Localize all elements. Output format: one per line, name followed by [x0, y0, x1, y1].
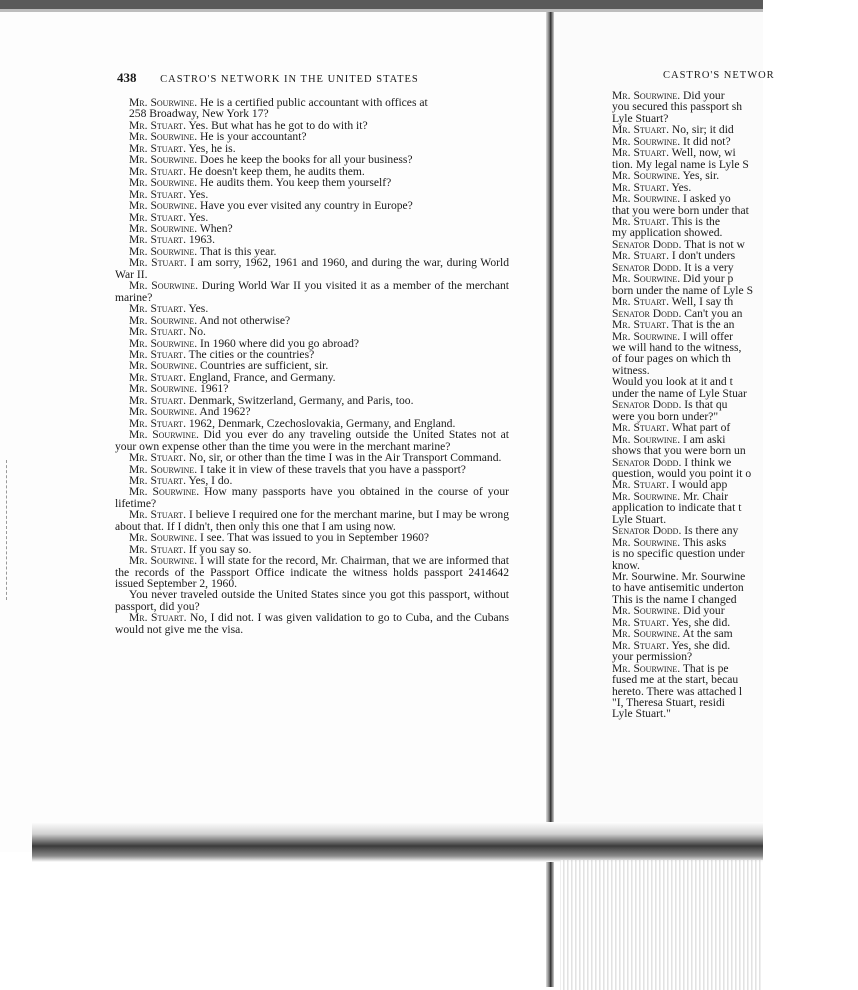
paragraph-text: I believe I required one for the merchant marine, but I may be wrong about that. If I didn't, then only this one that I am using now. [115, 508, 509, 533]
right-page-text [598, 90, 858, 720]
speaker-name: Mr. Stuart. [129, 210, 186, 224]
speaker-name: Mr. Sourwine. [612, 272, 681, 286]
paragraph-text: During World War II you visited it as a member of the merchant marine? [115, 279, 509, 304]
paragraph-text: That is not w [681, 237, 745, 251]
paragraph-text: I asked yo [680, 192, 731, 206]
speaker-name: Mr. Stuart. [129, 416, 186, 430]
paragraph-text: Did you ever do any traveling outside the United States not at your own expense other than the time you were in the merchant marine? [115, 428, 509, 453]
speaker-name: Mr. Stuart. [129, 508, 187, 522]
paragraph-text: At the sam [680, 627, 733, 641]
speaker-name: Mr. Stuart. [129, 370, 186, 384]
paragraph-text: No. [185, 325, 206, 339]
paragraph-text: "I, Theresa Stuart, residi [612, 696, 726, 710]
paragraph-text: Can't you an [681, 306, 743, 320]
paragraph-text: to have antisemitic underton [612, 581, 744, 595]
speaker-name: Mr. Sourwine. [129, 554, 198, 568]
speaker-name: Mr. Stuart. [612, 615, 669, 629]
speaker-name: Mr. Sourwine. [129, 382, 198, 396]
paragraph-text: that you were born under that [612, 203, 749, 217]
paragraph-text: This asks [680, 535, 727, 549]
paragraph-text: Yes, I do. [185, 473, 233, 487]
paragraph-text: 258 Broadway, New York 17? [129, 107, 269, 121]
speaker-name: Mr. Sourwine. [612, 169, 681, 183]
speaker-name: Mr. Stuart. [129, 302, 186, 316]
speaker-name: Mr. Sourwine. [129, 96, 198, 109]
paragraph-text: Lyle Stuart. [612, 512, 667, 526]
right-running-head [663, 70, 775, 81]
paragraph-text: I will state for the record, Mr. Chairman, that we are informed that the records of the Passport Office indicate the witness holds passport 2414642 issued September 2, 1960. [115, 554, 509, 591]
paragraph-text: He audits them. You keep them yourself? [197, 176, 392, 190]
paragraph-text: Did your [680, 89, 725, 102]
paragraph-text: you secured this passport sh [612, 100, 743, 114]
paragraph-text: If you say so. [185, 542, 252, 556]
paragraph-text: 1962, Denmark, Czechoslovakia, Germany, and England. [185, 416, 456, 430]
paragraph-text: of four pages on which th [612, 352, 731, 366]
paragraph-text: shows that you were born un [612, 444, 746, 458]
speaker-name: Mr. Stuart. [129, 611, 187, 625]
paragraph-text: Yes. [185, 187, 209, 201]
speaker-name: Senator Dodd. [612, 237, 682, 251]
paragraph-text: witness. [612, 363, 650, 377]
paragraph-text: your permission? [612, 650, 693, 664]
paragraph-text: Mr. Sourwine. Mr. Sourwine [612, 570, 746, 584]
paragraph-text: Yes. [185, 210, 209, 224]
paragraph-text: were you born under?" [612, 409, 719, 423]
paragraph-text: Mr. Chair [680, 489, 729, 503]
speaker-name: Mr. Stuart. [612, 421, 669, 435]
speaker-name: Mr. Stuart. [612, 249, 669, 263]
speaker-name: Mr. Stuart. [612, 146, 669, 160]
speaker-name: Mr. Sourwine. [129, 531, 198, 545]
transcript-paragraph [115, 280, 509, 303]
paragraph-text: Well, now, wi [668, 146, 736, 160]
speaker-name: Senator Dodd. [612, 398, 682, 412]
paragraph-text: I will offer [680, 329, 734, 343]
speaker-name: Mr. Stuart. [129, 393, 186, 407]
paragraph-text: It did not? [680, 134, 731, 148]
paragraph-text: I would app [668, 478, 728, 492]
paragraph-text: Well, I say th [668, 295, 734, 309]
speaker-name: Mr. Sourwine. [612, 329, 681, 343]
paragraph-text: I think we [681, 455, 732, 469]
speaker-name: Senator Dodd. [612, 455, 682, 469]
paragraph-text: Yes, she did. [668, 638, 731, 652]
speaker-name: Senator Dodd. [612, 260, 682, 274]
paragraph-text: Yes. [668, 180, 692, 194]
paragraph-text: is no specific question under [612, 547, 745, 561]
paragraph-text: Denmark, Switzerland, Germany, and Paris, too. [185, 393, 414, 407]
speaker-name: Mr. Sourwine. [129, 176, 198, 190]
paragraph-text: This is the name I changed [612, 592, 737, 606]
speaker-name: Mr. Stuart. [612, 478, 669, 492]
transcript-paragraph [115, 509, 509, 532]
speaker-name: Mr. Sourwine. [612, 192, 681, 206]
paragraph-text: Countries are sufficient, sir. [197, 359, 329, 373]
speaker-name: Mr. Stuart. [129, 451, 186, 465]
paragraph-text: under the name of Lyle Stuar [612, 386, 747, 400]
speaker-name: Mr. Sourwine. [129, 462, 198, 476]
paragraph-text: we will hand to the witness, [612, 340, 742, 354]
scan-bottom-noise [560, 860, 763, 990]
left-running-head [117, 70, 419, 86]
speaker-name: Mr. Sourwine. [612, 134, 681, 148]
paragraph-text: Is that qu [681, 398, 728, 412]
paragraph-text: You never traveled outside the United States since you got this passport, without passport, did you? [115, 588, 509, 613]
paragraph-text: Yes, she did. [668, 615, 731, 629]
paragraph-text: Lyle Stuart." [612, 707, 671, 721]
speaker-name: Mr. Sourwine. [129, 359, 198, 373]
speaker-name: Mr. Stuart. [129, 473, 186, 487]
speaker-name: Mr. Stuart. [129, 141, 186, 155]
speaker-name: Mr. Sourwine. [612, 604, 681, 618]
speaker-name: Senator Dodd. [612, 306, 682, 320]
speaker-name: Mr. Sourwine. [612, 661, 681, 675]
speaker-name: Mr. Sourwine. [612, 432, 681, 446]
speaker-name: Mr. Stuart. [129, 256, 187, 270]
paragraph-text: No, I did not. I was given validation to go to Cuba, and the Cubans would not give me the visa. [115, 611, 509, 636]
running-head-title: CASTRO'S NETWORK IN THE UNITED STATES [160, 74, 419, 85]
paragraph-text: Yes. [185, 302, 209, 316]
speaker-name: Mr. Stuart. [129, 118, 186, 132]
paragraph-text: application to indicate that t [612, 501, 742, 515]
speaker-name: Mr. Sourwine. [129, 485, 200, 499]
paragraph-text: Yes. But what has he got to do with it? [185, 118, 368, 132]
paragraph-text: No, sir; it did [668, 123, 734, 137]
speaker-name: Mr. Sourwine. [129, 279, 198, 293]
paragraph-text: What part of [668, 421, 731, 435]
paragraph-text: I take it in view of these travels that you have a passport? [197, 462, 466, 476]
speaker-name: Mr. Sourwine. [129, 221, 198, 235]
paragraph-text: England, France, and Germany. [185, 370, 336, 384]
speaker-name: Mr. Sourwine. [612, 89, 681, 102]
margin-marks [6, 460, 9, 600]
paragraph-text: I see. That was issued to you in September 1960? [197, 531, 430, 545]
speaker-name: Mr. Sourwine. [612, 489, 681, 503]
speaker-name: Mr. Stuart. [612, 318, 669, 332]
speaker-name: Mr. Sourwine. [129, 428, 199, 442]
speaker-name: Mr. Sourwine. [129, 199, 198, 213]
paragraph-text: And not otherwise? [197, 313, 291, 327]
paragraph-text: I don't unders [668, 249, 736, 263]
paragraph-text: Lyle Stuart? [612, 111, 669, 125]
paragraph-text: Is there any [681, 524, 739, 538]
speaker-name: Mr. Sourwine. [129, 130, 198, 144]
transcript-paragraph [115, 429, 509, 452]
paragraph-text: It is a very [681, 260, 734, 274]
speaker-name: Mr. Sourwine. [612, 627, 681, 641]
paragraph-text: This is the [668, 214, 720, 228]
paragraph-text: That is the an [668, 318, 735, 332]
transcript-paragraph [115, 257, 509, 280]
paragraph-text: 1961? [197, 382, 229, 396]
paragraph-text: tion. My legal name is Lyle S [612, 157, 749, 171]
speaker-name: Senator Dodd. [612, 524, 682, 538]
speaker-name: Mr. Sourwine. [129, 405, 198, 419]
transcript-paragraph [598, 708, 858, 719]
scan-bottom-shadow [32, 822, 763, 862]
paragraph-text: He is a certified public accountant with offices at [197, 96, 428, 109]
paragraph-text: When? [197, 221, 233, 235]
paragraph-text: Did your p [680, 272, 734, 286]
speaker-name: Mr. Sourwine. [129, 244, 198, 258]
paragraph-text: fused me at the start, becau [612, 673, 739, 687]
speaker-name: Mr. Stuart. [129, 164, 186, 178]
speaker-name: Mr. Stuart. [612, 295, 669, 309]
speaker-name: Mr. Stuart. [612, 214, 669, 228]
speaker-name: Mr. Stuart. [612, 180, 669, 194]
speaker-name: Mr. Sourwine. [129, 153, 198, 167]
paragraph-text: my application showed. [612, 226, 723, 240]
paragraph-text: question, would you point it o [612, 466, 752, 480]
paragraph-text: Does he keep the books for all your business? [197, 153, 413, 167]
paragraph-text: born under the name of Lyle S [612, 283, 754, 297]
paragraph-text: How many passports have you obtained in the course of your lifetime? [115, 485, 509, 510]
left-page-text [115, 97, 509, 635]
speaker-name: Mr. Stuart. [129, 233, 186, 247]
transcript-paragraph [115, 589, 509, 612]
speaker-name: Mr. Stuart. [612, 123, 669, 137]
paragraph-text: That is this year. [197, 244, 277, 258]
speaker-name: Mr. Sourwine. [129, 336, 198, 350]
paragraph-text: He is your accountant? [197, 130, 307, 144]
page-number: 438 [117, 70, 137, 85]
speaker-name: Mr. Stuart. [612, 638, 669, 652]
paragraph-text: Have you ever visited any country in Europe? [197, 199, 413, 213]
paragraph-text: I am aski [680, 432, 726, 446]
speaker-name: Mr. Stuart. [129, 325, 186, 339]
running-head-title-right: CASTRO'S NETWOR [663, 70, 775, 81]
paragraph-text: He doesn't keep them, he audits them. [185, 164, 365, 178]
paragraph-text: And 1962? [197, 405, 251, 419]
speaker-name: Mr. Stuart. [129, 187, 186, 201]
paragraph-text: That is pe [680, 661, 729, 675]
transcript-paragraph [115, 486, 509, 509]
transcript-paragraph [115, 555, 509, 589]
paragraph-text: Yes, sir. [680, 169, 720, 183]
scan-edge-top [0, 0, 763, 9]
paragraph-text: hereto. There was attached l [612, 684, 743, 698]
speaker-name: Mr. Stuart. [129, 542, 186, 556]
paragraph-text: I am sorry, 1962, 1961 and 1960, and during the war, during World War II. [115, 256, 509, 281]
speaker-name: Mr. Sourwine. [129, 313, 198, 327]
paragraph-text: know. [612, 558, 640, 572]
paragraph-text: Yes, he is. [185, 141, 236, 155]
paragraph-text: In 1960 where did you go abroad? [197, 336, 360, 350]
paragraph-text: 1963. [185, 233, 215, 247]
paragraph-text: No, sir, or other than the time I was in the Air Transport Command. [185, 451, 502, 465]
paragraph-text: The cities or the countries? [185, 347, 315, 361]
paragraph-text: Would you look at it and t [612, 375, 733, 389]
speaker-name: Mr. Sourwine. [612, 535, 681, 549]
speaker-name: Mr. Stuart. [129, 347, 186, 361]
transcript-paragraph [115, 612, 509, 635]
paragraph-text: Did your [680, 604, 725, 618]
